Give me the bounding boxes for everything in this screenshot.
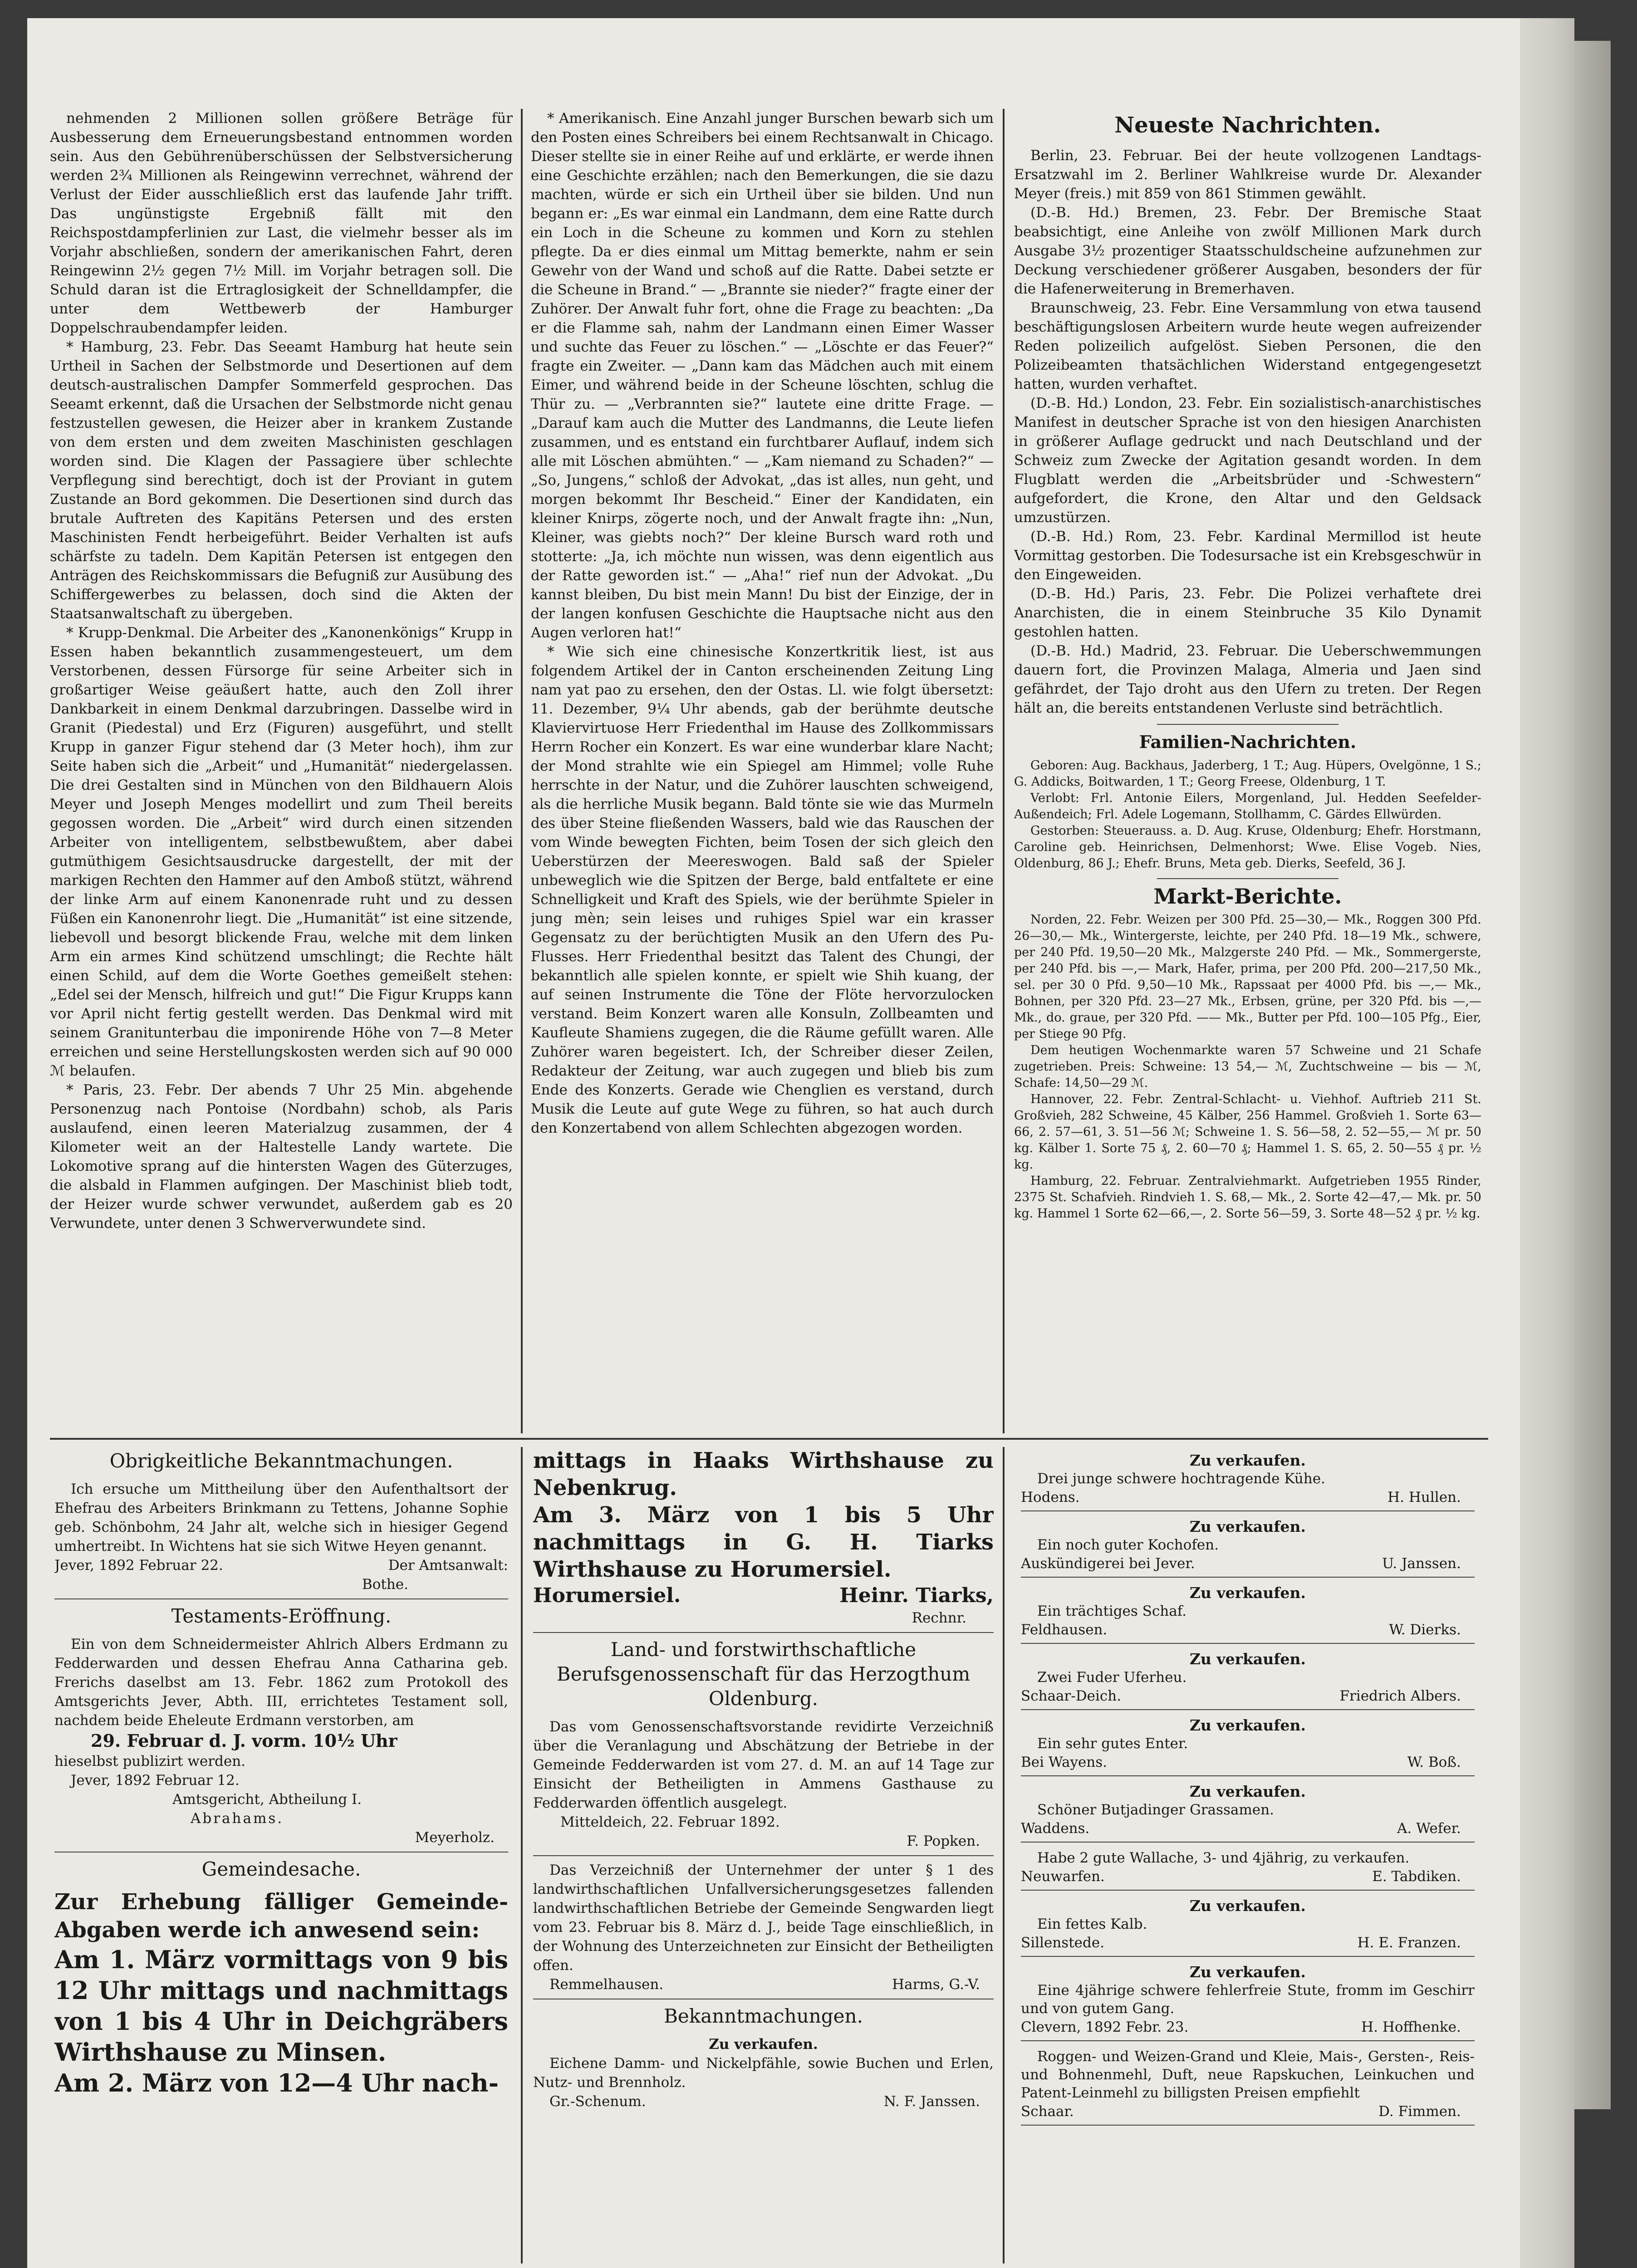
municipal-title: Gemeindesache. — [201, 1858, 361, 1880]
article-paragraph: * Hamburg, 23. Febr. Das Seeamt Hamburg hat heute sein Urtheil in Sachen der Selbstmorde und Desertionen auf dem deutsch-australischen Dampfer Sommerfeld gesprochen. Das Seeamt erkennt, daß die Ursachen der Selbstmorde nicht genau festzustellen gewesen, die Heizer aber in krankem Zustande von dem ersten und dem zweiten Maschinisten geschlagen worden sind. Die Klagen der Passagiere über schlechte Verpflegung sind berechtigt, doch ist der Proviant in gutem Zustande an Bord gekommen. Die Desertionen sind durch das brutale Auftreten des Kapitäns Petersen und des ersten Maschinisten Fendt herbeigeführt. Beider Verhalten ist aufs schärfste zu tadeln. Dem Kapitän Petersen ist entgegen den Anträgen des Reichskommissars die Befugniß zur Ausübung des Schiffergewerbes zu belassen, doch sind die Akten der Staatsanwaltschaft zu übergeben. — [50, 339, 513, 622]
seller-name: N. F. Janssen. — [883, 2093, 980, 2110]
collector-role: Rechnr. — [912, 1610, 966, 1626]
sale-notice-name: D. Fimmen. — [1378, 2103, 1461, 2120]
for-sale-heading: Zu verkaufen. — [709, 2036, 818, 2053]
sale-notice-title: Zu verkaufen. — [1189, 1518, 1306, 1535]
sale-notice-place: Schaar. — [1021, 2103, 1074, 2120]
rule — [1021, 1709, 1475, 1710]
sale-notice-place: Neuwarfen. — [1021, 1868, 1105, 1885]
sale-notice — [1021, 1849, 1475, 1891]
sale-notice-text: Ein sehr gutes Enter. — [1037, 1735, 1188, 1752]
collector-place: Horumersiel. — [533, 1584, 681, 1607]
family-entry: Gestorben: Steuerauss. a. D. Aug. Kruse, Oldenburg; Ehefr. Horstmann, Caroline geb. Heinrichsen, Delmenhorst; Wwe. Elise Vogeb. Nies, Oldenburg, 86 J.; Ehefr. Bruns, Meta geb. Dierks, Seefeld, 36 J. — [1014, 824, 1481, 870]
sale-notice — [1021, 1963, 1475, 2041]
sale-notice-text: Ein noch guter Kochofen. — [1037, 1537, 1219, 1553]
rule — [533, 1855, 994, 1856]
family-entry: Geboren: Aug. Backhaus, Jaderberg, 1 T.; Aug. Hüpers, Ovelgönne, 1 S.; G. Addicks, Boitwarden, 1 T.; Georg Freese, Oldenburg, 1 T. — [1014, 758, 1481, 789]
sale-notice-place: Sillenstede. — [1021, 1935, 1105, 1951]
ads-column-middle — [533, 1447, 994, 2268]
sale-notice-place: Hodens. — [1021, 1489, 1080, 1505]
article-paragraph: nehmenden 2 Millionen sollen größere Beträge für Ausbesserung dem Erneuerungsbestand entnommen worden sein. Aus den Gebührenüberschüssen der Selbstversicherung werden 2¾ Millionen als Reingewinn verrechnet, während der Verlust der Eider ausschließlich erst das laufende Jahr trifft. Das ungünstigste Ergebniß fällt mit den Reichspostdampferlinien zur Last, die vielmehr besser als im Vorjahr abschließen, sondern der amerikanischen Fahrt, deren Reingewinn 2½ gegen 7½ Mill. im Vorjahr betragen soll. Die Schuld daran ist die Ertraglosigkeit der Schnelldampfer, die unter dem Wettbewerb der Hamburger Doppelschraubendampfer leiden. — [50, 110, 513, 336]
column-divider — [1003, 1447, 1005, 2263]
rule — [1021, 1956, 1475, 1957]
testament-judge: Abrahams. — [191, 1810, 284, 1827]
testament-date-bold: 29. Februar d. J. vorm. 10½ Uhr — [91, 1730, 397, 1751]
article-paragraph: * Amerikanisch. Eine Anzahl junger Burschen bewarb sich um den Posten eines Schreibers bei einem Rechtsanwalt in Chicago. Dieser stellte sie in einer Reihe auf und erklärte, er werde ihnen eine Geschichte erzählen; nach den Bemerkungen, die sie dazu machten, würde er sich ein Urtheil über sie bilden. Und nun begann er: „Es war einmal ein Landmann, dem eine Ratte durch ein Loch in die Scheune zu kommen und Korn zu stehlen pflegte. Da er dies einmal um Mittag bemerkte, nahm er sein Gewehr von der Wand und schoß auf die Ratte. Dabei setzte er die Scheune in Brand.“ — „Brannte sie nieder?“ fragte einer der Zuhörer. Der Anwalt fuhr fort, ohne die Frage zu beachten: „Da er die Flamme sah, nahm der Landmann einen Eimer Wasser und suchte das Feuer zu löschen.“ — „Löschte er das Feuer?“ fragte ein Zweiter. — „Dann kam das Mädchen auch mit einem Eimer, und während beide in der Scheune löschten, schlug die Thür zu. — „Verbrannten sie?“ lautete eine dritte Frage. — „Darauf kam auch die Mutter des Landmanns, die Leute liefen zusammen, und es entstand ein furchtbarer Auflauf, indem sich alle mit Löschen abmühten.“ — „Kam niemand zu Schaden?“ — „So, Jungens,“ schloß der Advokat, „das ist alles, nun geht, und morgen bekommt Ihr Bescheid.“ Einer der Kandidaten, ein kleiner Knirps, zögerte noch, und der Anwalt fragte ihn: „Nun, Kleiner, was giebts noch?“ Der kleine Bursch ward roth und stotterte: „Ja, ich möchte nun wissen, was denn eigentlich aus der Ratte geworden ist.“ — „Aha!“ rief nun der Advokat. „Du kannst bleiben, Du bist mein Mann! Du bist der Einzige, der in der langen konfusen Geschichte die Hauptsache nicht aus den Augen verloren hat!“ — [531, 110, 994, 641]
page-edge-shadow — [1574, 41, 1611, 2109]
notice-date: Jever, 1892 Februar 22. — [54, 1557, 223, 1574]
article-paragraph: * Wie sich eine chinesische Konzertkritik liest, ist aus folgendem Artikel der in Canton erscheinenden Zeitung Ling nam yat pao zu ersehen, den der Ostas. Ll. wie folgt übersetzt: 11. Dezember, 9¼ Uhr abends, gab der berühmte deutsche Klaviervirtuose Herr Friedenthal im Hause des Zollkommissars Herrn Rocher ein Konzert. Es war eine wunderbar klare Nacht; der Mond strahlte wie ein Spiegel am Himmel; volle Ruhe herrschte in der Natur, und die Zuhörer lauschten schweigend, als die herrliche Musik begann. Bald tönte sie wie das Murmeln des über Steine fließenden Wassers, bald wie das Rauschen der vom Winde bewegten Fichten, beim Tosen der sich gleich den Ueberstürzen der Meereswogen. Bald saß der Spieler unbeweglich wie die Spitzen der Berge, bald entfaltete er eine Schnelligkeit und Kraft des Spiels, wie der berühmte Spieler in jung mèn; sein leises und ruhiges Spiel war ein krasser Gegensatz zu der berüchtigten Musik an den Ufern des Pu-Flusses. Herr Friedenthal besitzt das Talent des Chungi, der bekanntlich alle spielen konnte, er spielt wie Shih kuang, der auf seinen Instrumente die Töne der Flöte hervorzulocken verstand. Beim Konzert waren alle Konsuln, Zollbeamten und Kaufleute Shamiens zugegen, die die Räume gefüllt waren. Alle Zuhörer waren begeistert. Ich, der Schreiber dieser Zeilen, Redakteur der Zeitung, war auch zugegen und blieb bis zum Ende des Konzerts. Gerade wie Chenglien es verstand, durch Musik die Leute auf gute Wege zu führen, so hat auch durch den Konzertabend von allem Schlechten abgezogen worden. — [531, 644, 994, 1136]
rule — [1021, 1577, 1475, 1578]
municipal-schedule-2: Am 2. März von 12—4 Uhr nach- — [54, 2068, 499, 2097]
news-item: (D.-B. Hd.) Madrid, 23. Februar. Die Ueberschwemmungen dauern fort, die Provinzen Malaga, Almeria und Jaen sind gefährdet, der Tajo droht aus den Ufern zu treten. Der Regen hält an, die bereits entstandenen Verluste sind beträchtlich. — [1014, 643, 1481, 716]
sale-notice-name: W. Boß. — [1407, 1754, 1461, 1770]
news-column-2 — [531, 109, 994, 1424]
sale-notice-text: Roggen- und Weizen-Grand und Kleie, Mais-, Gersten-, Reis- und Bohnenmehl, Duft, neue Rapskuchen, Leinkuchen und Patent-Leinmehl zu billigsten Preisen empfiehlt — [1021, 2048, 1475, 2101]
announcements-title: Bekanntmachungen. — [664, 2005, 863, 2027]
rule — [1021, 1842, 1475, 1843]
testament-title: Testaments-Eröffnung. — [171, 1605, 392, 1627]
official-notices-title: Obrigkeitliche Bekanntmachungen. — [109, 1450, 453, 1472]
sale-notice-text: Ein trächtiges Schaf. — [1037, 1603, 1187, 1619]
notice-signature: Bothe. — [362, 1576, 408, 1593]
rule — [1021, 1510, 1475, 1511]
sale-notice-text: Habe 2 gute Wallache, 3- und 4jährig, zu verkaufen. — [1037, 1850, 1410, 1866]
testament-clerk: Meyerholz. — [415, 1829, 495, 1846]
association-text: Das vom Genossenschaftsvorstande revidirte Verzeichniß über die Veranlagung und Abschätzung der Betriebe in der Gemeinde Fedderwarden ist vom 27. d. M. an auf 14 Tage zur Einsicht der Betheiligten in Ammens Gasthause zu Fedderwarden öffentlich ausgelegt. — [533, 1719, 994, 1811]
rule — [1021, 1775, 1475, 1776]
testament-date: Jever, 1892 Februar 12. — [71, 1772, 240, 1789]
news-item: (D.-B. Hd.) Paris, 23. Febr. Die Polizei verhaftete drei Anarchisten, die in einem Steinbruche 35 Kilo Dynamit gestohlen hatten. — [1014, 586, 1481, 640]
sale-notice-name: A. Wefer. — [1397, 1820, 1461, 1837]
news-item: (D.-B. Hd.) Rom, 23. Febr. Kardinal Mermillod ist heute Vormittag gestorben. Die Todesursache ist ein Krebsgeschwür in den Eingeweiden. — [1014, 528, 1481, 583]
seller-place: Gr.-Schenum. — [549, 2093, 646, 2110]
sale-notice — [1021, 1452, 1475, 1511]
sale-notice-text: Ein fettes Kalb. — [1037, 1916, 1147, 1932]
sale-notice — [1021, 1584, 1475, 1644]
rule — [1157, 878, 1338, 879]
rule — [1021, 2040, 1475, 2041]
rule — [1021, 1643, 1475, 1644]
collector-name: Heinr. Tiarks, — [839, 1584, 994, 1607]
sale-notice-text: Schöner Butjadinger Grassamen. — [1037, 1802, 1274, 1818]
market-entry: Hannover, 22. Febr. Zentral-Schlacht- u. Viehhof. Auftrieb 211 St. Großvieh, 282 Schweine, 45 Kälber, 256 Hammel. Großvieh 1. Sorte 63—66, 2. 57—61, 3. 51—56 ℳ; Schweine 1. S. 56—58, 2. 52—55,— ℳ pr. 50 kg. Kälber 1. Sorte 75 ₰, 2. 60—70 ₰; Hammel 1. S. 65, 2. 50—55 ₰ pr. ½ kg. — [1014, 1092, 1481, 1172]
sale-notice-place: Waddens. — [1021, 1820, 1090, 1837]
sale-notice-place: Auskündigerei bei Jever. — [1021, 1555, 1195, 1572]
register-name: Harms, G.-V. — [892, 1976, 980, 1993]
rule — [54, 1598, 508, 1599]
rule — [54, 1852, 508, 1853]
ads-separator — [50, 1438, 1488, 1440]
sale-notice — [1021, 1897, 1475, 1957]
news-item: (D.-B. Hd.) Bremen, 23. Febr. Der Bremische Staat beabsichtigt, eine Anleihe von zwölf Millionen Mark durch Ausgabe 3½ prozentiger Staatsschuldscheine aufzunehmen zur Deckung verschiedener größerer Ausgaben, besonders der für die Hafenerweiterung in Bremerhaven. — [1014, 205, 1481, 297]
sale-notice-name: U. Janssen. — [1382, 1555, 1461, 1572]
family-news-title: Familien-Nachrichten. — [1139, 732, 1357, 752]
column-divider — [521, 1447, 523, 2263]
news-column-3 — [1014, 109, 1481, 1433]
testament-court: Amtsgericht, Abtheilung I. — [172, 1791, 362, 1808]
market-title: Markt-Berichte. — [1153, 884, 1342, 909]
section-title: Neueste Nachrichten. — [1114, 112, 1381, 138]
sale-notice-place: Clevern, 1892 Febr. 23. — [1021, 2019, 1189, 2035]
sale-notice-name: W. Dierks. — [1389, 1622, 1461, 1638]
sale-notice-name: E. Tabdiken. — [1372, 1868, 1461, 1885]
family-entry: Verlobt: Frl. Antonie Eilers, Morgenland, Jul. Hedden Seefelder-Außendeich; Frl. Adele Logemann, Stollhamm, C. Gärdes Ellwürden. — [1014, 791, 1481, 821]
news-item: Braunschweig, 23. Febr. Eine Versammlung von etwa tausend beschäftigungslosen Arbeitern wurde heute wegen aufreizender Reden polizeilich aufgelöst. Sieben Personen, die den Polizeibeamten thatsächlichen Widerstand entgegengesetzt hatten, wurden verhaftet. — [1014, 300, 1481, 392]
market-entry: Norden, 22. Febr. Weizen per 300 Pfd. 25—30,— Mk., Roggen 300 Pfd. 26—30,— Mk., Wintergerste, leichte, per 240 Pfd. 18—19 Mk., schwere, per 240 Pfd. 19,50—20 Mk., Malzgerste 240 Pfd. — Mk., Sommergerste, per 240 Pfd. bis —,— Mark, Hafer, prima, per 200 Pfd. 200—217,50 Mk., sel. per 30 0 Pfd. 9,50—10 Mk., Rapssaat per 4000 Pfd. bis —,— Mk., Bohnen, per 320 Pfd. 23—27 Mk., Erbsen, grüne, per 320 Pfd. bis —,— Mk., do. graue, per 320 Pfd. —— Mk., Butter per Pfd. 100—105 Pfg., Eier, per Stiege 90 Pfg. — [1014, 913, 1481, 1041]
ads-column-left — [54, 1447, 508, 2268]
page-edge — [1520, 18, 1574, 2268]
sale-notice — [1021, 1783, 1475, 1843]
sale-notice — [1021, 1716, 1475, 1776]
article-paragraph: * Paris, 23. Febr. Der abends 7 Uhr 25 Min. abgehende Personenzug nach Pontoise (Nordbahn) schob, als Paris auslaufend, einen leeren Materialzug zusammen, der 4 Kilometer weit an der Haltestelle Landy wartete. Die Lokomotive sprang auf die hintersten Wagen des Güterzuges, die alsbald in Flammen aufgingen. Der Maschinist blieb todt, der Heizer wurde schwer verwundet, außerdem gab es 20 Verwundete, unter denen 3 Schwerverwundete sind. — [50, 1082, 513, 1232]
register-text: Das Verzeichniß der Unternehmer der unter § 1 des landwirthschaftlichen Unfallversicherungsgesetzes fallenden landwirthschaftlichen Betriebe der Gemeinde Sengwarden liegt vom 23. Februar bis 8. März d. J., beide Tage einschließlich, in der Wohnung des Unterzeichneten zur Einsicht der Betheiligten offen. — [533, 1862, 994, 1974]
testament-text: Ein von dem Schneidermeister Ahlrich Albers Erdmann zu Fedderwarden und dessen Ehefrau Anna Catharina geb. Frerichs daselbst am 13. Febr. 1862 zum Protokoll des Amtsgerichts Jever, Abth. III, errichtetes Testament soll, nachdem beide Eheleute Erdmann verstorben, am — [54, 1636, 508, 1729]
sale-notice-title: Zu verkaufen. — [1189, 1897, 1306, 1915]
rule — [1157, 724, 1338, 725]
column-divider — [1003, 109, 1005, 1433]
collection-schedule-3: Am 3. März von 1 bis 5 Uhr nachmittags in G. H. Tiarks Wirthshause zu Horumersiel. — [533, 1502, 994, 1582]
rule — [1021, 1890, 1475, 1891]
sale-notice-name: H. E. Franzen. — [1357, 1935, 1461, 1951]
sale-notice-name: H. Hoffhenke. — [1361, 2019, 1461, 2035]
for-sale-text: Eichene Damm- und Nickelpfähle, sowie Buchen und Erlen, Nutz- und Brennholz. — [533, 2055, 994, 2091]
sale-notice-title: Zu verkaufen. — [1189, 1650, 1306, 1668]
municipal-intro: Zur Erhebung fälliger Gemeinde-Abgaben werde ich anwesend sein: — [54, 1889, 508, 1943]
sale-notice-place: Schaar-Deich. — [1021, 1688, 1122, 1704]
sale-notice-title: Zu verkaufen. — [1189, 1716, 1306, 1734]
municipal-schedule-1: Am 1. März vormittags von 9 bis 12 Uhr mittags und nachmittags von 1 bis 4 Uhr in Deichgräbers Wirthshause zu Minsen. — [54, 1945, 508, 2067]
sale-notice-name: H. Hullen. — [1387, 1489, 1461, 1505]
sale-notice — [1021, 1518, 1475, 1578]
association-name: F. Popken. — [907, 1833, 980, 1849]
sale-notice — [1021, 2048, 1475, 2126]
market-entry: Dem heutigen Wochenmarkte waren 57 Schweine und 21 Schafe zugetrieben. Preis: Schweine: 13 54,— ℳ, Zuchtschweine — bis — ℳ, Schafe: 14,50—29 ℳ. — [1014, 1043, 1481, 1090]
sale-notice-text: Eine 4jährige schwere fehlerfreie Stute, fromm im Geschirr und von gutem Gang. — [1021, 1982, 1475, 2017]
newspaper-page — [27, 18, 1520, 2268]
sale-notice-title: Zu verkaufen. — [1189, 1963, 1306, 1981]
register-place: Remmelhausen. — [549, 1976, 664, 1993]
notice-text: Ich ersuche um Mittheilung über den Aufenthaltsort der Ehefrau des Arbeiters Brinkmann zu Tettens, Johanne Sophie geb. Schönbohm, 24 Jahr alt, welche sich in hiesiger Gegend umhertreibt. In Wichtens hat sie sich Witwe Heyen genannt. — [54, 1481, 508, 1554]
ads-column-right — [1021, 1452, 1475, 2268]
sale-notice-place: Feldhausen. — [1021, 1622, 1108, 1638]
sale-notice-text: Drei junge schwere hochtragende Kühe. — [1037, 1471, 1326, 1487]
collection-continued: mittags in Haaks Wirthshause zu Nebenkrug. — [533, 1448, 994, 1501]
column-divider — [521, 109, 523, 1433]
sale-notice-text: Zwei Fuder Uferheu. — [1037, 1669, 1187, 1686]
sale-notice-place: Bei Wayens. — [1021, 1754, 1108, 1770]
sale-notice-title: Zu verkaufen. — [1189, 1584, 1306, 1602]
rule — [1021, 2125, 1475, 2126]
testament-after: hieselbst publizirt werden. — [54, 1753, 246, 1769]
news-item: (D.-B. Hd.) London, 23. Febr. Ein sozialistisch-anarchistisches Manifest in deutscher Sprache ist von den hiesigen Anarchisten in größerer Auflage gedruckt und nach Deutschland und der Schweiz zum Zwecke der Agitation gesandt worden. In dem Flugblatt werden die „Arbeitsbrüder und -Schwestern“ aufgefordert, die Krone, den Altar und den Geldsack umzustürzen. — [1014, 395, 1481, 526]
sale-notice-title: Zu verkaufen. — [1189, 1783, 1306, 1800]
notice-office: Der Amtsanwalt: — [388, 1557, 508, 1574]
news-column-1 — [50, 109, 513, 1424]
sale-notice-title: Zu verkaufen. — [1189, 1452, 1306, 1469]
association-title: Land- und forstwirthschaftliche Berufsgenossenschaft für das Herzogthum Oldenburg. — [556, 1638, 970, 1710]
article-paragraph: * Krupp-Denkmal. Die Arbeiter des „Kanonenkönigs“ Krupp in Essen haben bekanntlich zusammengesteuert, um dem Verstorbenen, dessen Fürsorge für seine Arbeiter sich in großartiger Weise geäußert hatte, auch den Zoll ihrer Dankbarkeit in einem Denkmal darzubringen. Dasselbe wird in Granit (Piedestal) und Erz (Figuren) ausgeführt, und stellt Krupp in ganzer Figur stehend dar (3 Meter hoch), ihm zur Seite haben sich die „Arbeit“ und „Humanität“ niedergelassen. Die drei Gestalten sind in München von den Bildhauern Alois Meyer und Joseph Menges modellirt und zum Theil bereits gegossen worden. Die „Arbeit“ wird durch einen sitzenden Arbeiter von intelligentem, selbstbewußtem, aber dabei gutmüthigem Gesichtsausdrucke dargestellt, der mit der markigen Rechten den Hammer auf den Amboß stützt, während der linke Arm auf einem Kanonenrade ruht und zu dessen Füßen ein Kanonenrohr liegt. Die „Humanität“ ist eine sitzende, liebevoll und besorgt blickende Frau, welche mit dem linken Arm ein armes Kind schützend umschlingt; die Rechte hält einen Schild, auf dem die Worte Goethes gemeißelt stehen: „Edel sei der Mensch, hilfreich und gut!“ Die Figur Krupps kann vor April nicht fertig gestellt werden. Das Denkmal wird mit seinem Granitunterbau die imponirende Höhe von 7—8 Meter erreichen und seine Herstellungskosten werden sich auf 90 000 ℳ belaufen. — [50, 625, 513, 1079]
sale-notice-name: Friedrich Albers. — [1339, 1688, 1461, 1704]
sale-notice — [1021, 1650, 1475, 1710]
rule — [533, 1632, 994, 1633]
market-entry: Hamburg, 22. Februar. Zentralviehmarkt. Aufgetrieben 1955 Rinder, 2375 St. Schafvieh. Rindvieh 1. S. 68,— Mk., 2. Sorte 42—47,— Mk. pr. 50 kg. Hammel 1 Sorte 62—66,—, 2. Sorte 56—59, 3. Sorte 48—52 ₰ pr. ½ kg. — [1014, 1174, 1481, 1221]
association-place: Mitteldeich, 22. Februar 1892. — [560, 1814, 780, 1830]
news-item: Berlin, 23. Februar. Bei der heute vollzogenen Landtags-Ersatzwahl im 2. Berliner Wahlkreise wurde Dr. Alexander Meyer (freis.) mit 859 von 861 Stimmen gewählt. — [1014, 147, 1481, 202]
